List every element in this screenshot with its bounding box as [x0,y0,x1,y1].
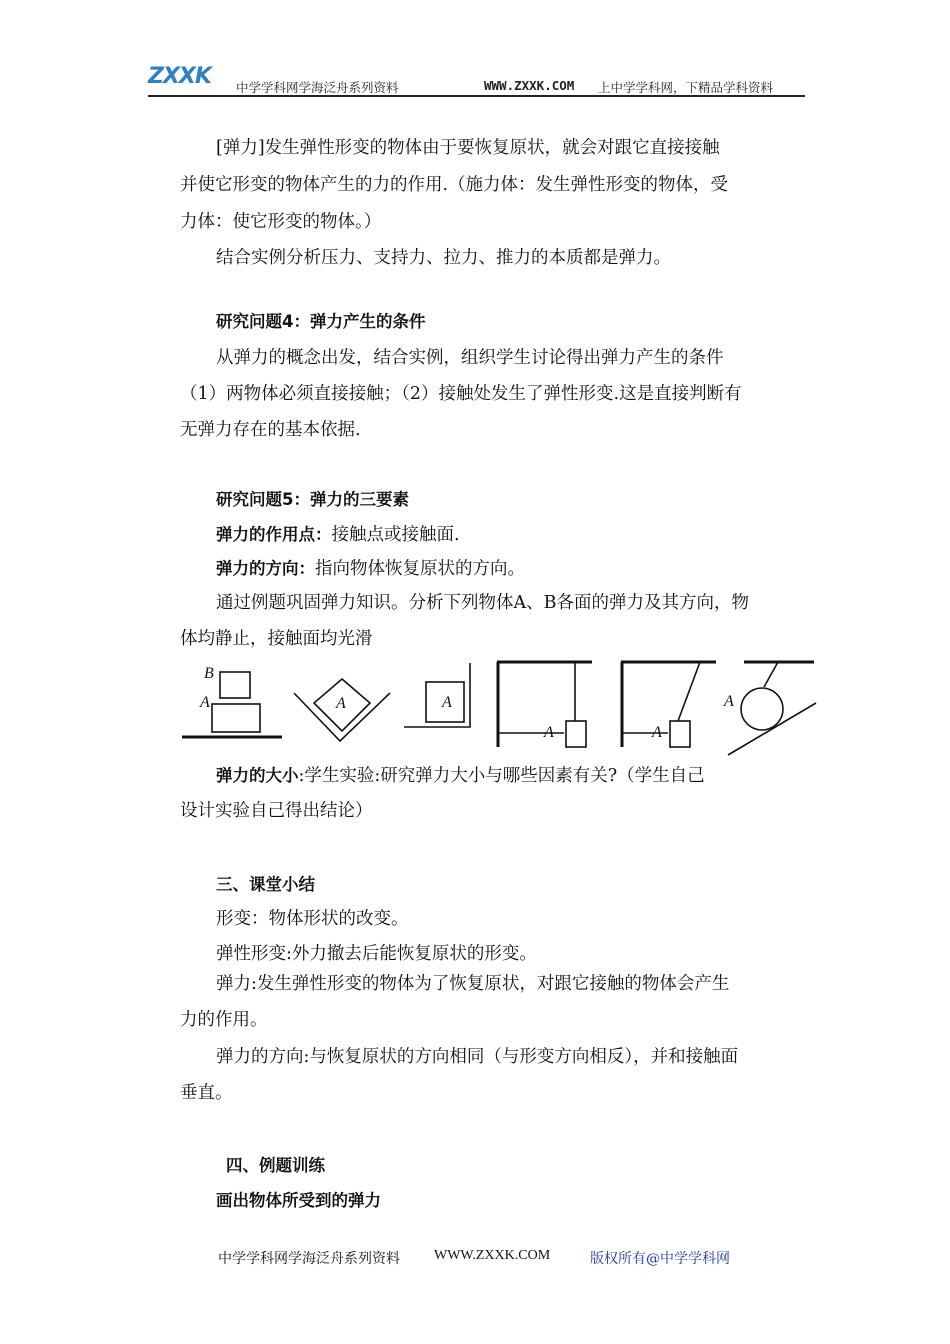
term-definition: 指向物体恢复原状的方向。 [315,559,525,579]
text-line: 形变：物体形状的改变。 [216,909,409,929]
text-line: 体均静止，接触面均光滑 [180,629,373,649]
figure-hanging-vertical [497,662,592,747]
text-line: 无弹力存在的基本依据. [180,420,361,440]
label-a: A [200,694,210,711]
term-definition: :学生实验:研究弹力大小与哪些因素有关?（学生自己 [298,766,705,786]
figure-hanging-slanted [621,662,716,747]
section-heading: 三、课堂小结 [216,875,315,894]
section-heading: 研究问题4：弹力产生的条件 [216,312,426,331]
text-line: 并使它形变的物体产生的力的作用.（施力体：发生弹性形变的物体，受 [180,175,729,195]
figure-v-groove [294,679,390,741]
figure-stacked-blocks [182,665,282,737]
text-line: 弹力的方向:与恢复原状的方向相同（与形变方向相反），并和接触面 [216,1047,739,1067]
text-line: 力体：使它形变的物体。） [180,212,382,232]
term-definition: 接触点或接触面. [331,525,460,545]
text-line: 弹性形变:外力撤去后能恢复原状的形变。 [216,944,537,964]
text-line: 通过例题巩固弹力知识。分析下列物体A、B各面的弹力及其方向，物 [216,593,749,613]
text-line: 弹力:发生弹性形变的物体为了恢复原状，对跟它接触的物体会产生 [216,974,730,994]
footer-url: WWW.ZXXK.COM [434,1248,551,1263]
header-url: WWW.ZXXK.COM [484,78,575,93]
text-line: 设计实验自己得出结论） [180,801,373,821]
figure-corner-block [404,663,470,727]
label-b: B [204,665,214,682]
text-line: 从弹力的概念出发，结合实例，组织学生讨论得出弹力产生的条件 [216,348,724,368]
zxxk-logo: ZXXK [148,64,211,89]
header-right-text: 上中学学科网，下精品学科资料 [598,80,774,95]
section-heading: 四、例题训练 [226,1156,325,1175]
text-line: 垂直。 [180,1083,233,1103]
text-line [216,757,816,795]
footer-copyright: 版权所有@中学学科网 [590,1251,730,1267]
label-a: A [652,724,662,741]
text-line [216,550,816,588]
figure-ball-incline [723,662,816,755]
header-rule [148,95,805,97]
bold-term: 弹力的作用点： [216,525,332,544]
label-a: A [336,695,346,712]
force-diagrams [178,655,818,757]
header-left-text: 中学学科网学海泛舟系列资料 [236,80,399,95]
label-a: A [544,724,554,741]
section-heading: 画出物体所受到的弹力 [216,1191,381,1210]
bold-term: 弹力的大小 [216,766,299,785]
bold-term: 弹力的方向： [216,559,315,578]
text-line: 结合实例分析压力、支持力、拉力、推力的本质都是弹力。 [216,248,671,268]
section-heading: 研究问题5：弹力的三要素 [216,490,409,509]
label-a: A [724,693,734,710]
text-line: 力的作用。 [180,1010,268,1030]
footer-left-text: 中学学科网学海泛舟系列资料 [218,1251,400,1267]
label-a: A [442,694,452,711]
text-line [216,516,816,554]
text-line: （1）两物体必须直接接触；（2）接触处发生了弹性形变.这是直接判断有 [180,384,742,404]
text-line: [弹力]发生弹性形变的物体由于要恢复原状，就会对跟它直接接触 [216,138,720,158]
